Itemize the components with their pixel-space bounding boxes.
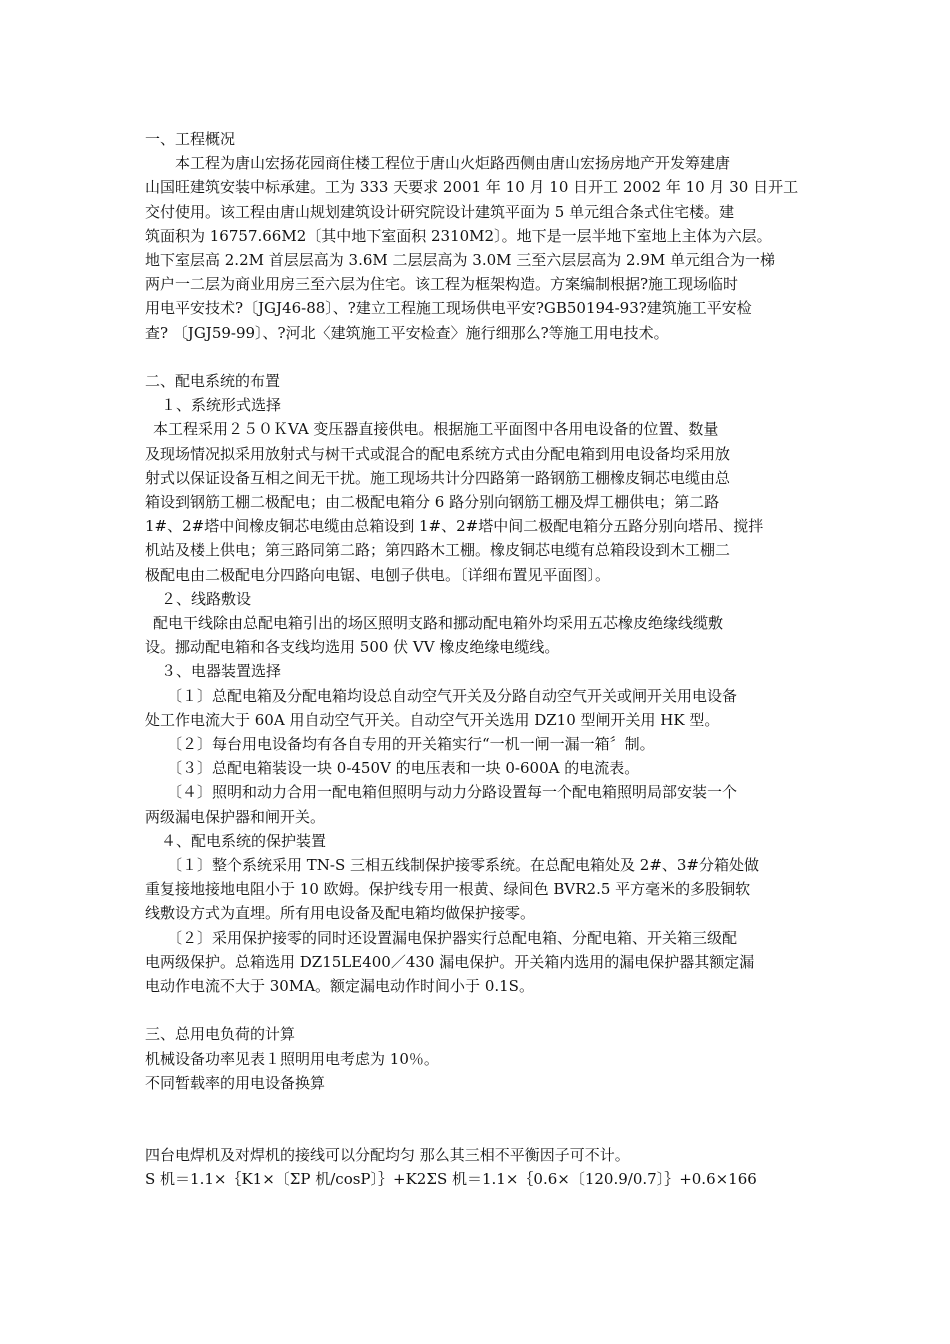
paragraph-line: 机站及楼上供电；第三路同第二路；第四路木工棚。橡皮铜芯电缆有总箱段设到木工棚二 xyxy=(145,541,731,560)
spacer xyxy=(145,1095,810,1143)
list-item-line: 〔３〕总配电箱装设一块 0-450V 的电压表和一块 0-600A 的电流表。 xyxy=(167,759,640,778)
list-item-line: 电动作电流不大于 30MA。额定漏电动作时间小于 0.1S。 xyxy=(145,977,534,996)
paragraph-line: 箱设到钢筋工棚二极配电；由二极配电箱分 6 路分别向钢筋工棚及焊工棚供电；第二路 xyxy=(145,493,720,512)
paragraph-line: 四台电焊机及对焊机的接线可以分配均匀 那么其三相不平衡因子可不计。 xyxy=(145,1146,630,1165)
spacer xyxy=(145,998,810,1022)
paragraph-line: 机械设备功率见表１照明用电考虑为 10％。 xyxy=(145,1049,439,1068)
paragraph-line: 射式以保证设备互相之间无干扰。施工现场共计分四路第一路钢筋工棚橡皮铜芯电缆由总 xyxy=(145,468,731,487)
subsection-heading: １、系统形式选择 xyxy=(161,396,282,415)
paragraph-line: 配电干线除由总配电箱引出的场区照明支路和挪动配电箱外均采用五芯橡皮绝缘线缆敷 xyxy=(153,614,724,633)
paragraph-line: 及现场情况拟采用放射式与树干式或混合的配电系统方式由分配电箱到用电设备均采用放 xyxy=(145,444,731,463)
list-item-line: 〔２〕采用保护接零的同时还设置漏电保护器实行总配电箱、分配电箱、开关箱三级配 xyxy=(167,928,738,947)
paragraph-line: 极配电由二极配电分四路向电锯、电刨子供电。〔详细布置见平面图〕。 xyxy=(145,565,611,584)
subsection-heading: ３、电器装置选择 xyxy=(161,662,282,681)
list-item-line: 〔１〕整个系统采用 TN-S 三相五线制保护接零系统。在总配电箱处及 2#、3#分箱处做 xyxy=(167,856,760,875)
paragraph-line: 不同暂载率的用电设备换算 xyxy=(145,1073,326,1092)
paragraph-line: 山国旺建筑安装中标承建。工为 333 天要求 2001 年 10 月 10 日开工 2002 年 10 月 30 日开工 xyxy=(145,178,799,197)
list-item-line: 处工作电流大于 60A 用自动空气开关。自动空气开关选用 DZ10 型闸开关用 HK 型。 xyxy=(145,710,720,729)
spacer xyxy=(145,345,810,369)
list-item-line: 线敷设方式为直埋。所有用电设备及配电箱均做保护接零。 xyxy=(145,904,536,923)
paragraph-line: 交付使用。该工程由唐山规划建筑设计研究院设计建筑平面为 5 单元组合条式住宅楼。建 xyxy=(145,202,735,221)
paragraph-line: 两户一二层为商业用房三至六层为住宅。该工程为框架构造。方案编制根据?施工现场临时 xyxy=(145,275,739,294)
document-page xyxy=(145,127,810,1192)
list-item-line: 电两级保护。总箱选用 DZ15LE400／430 漏电保护。开关箱内选用的漏电保护器其额定漏 xyxy=(145,952,755,971)
paragraph-line: 本工程采用２５０ＫVA 变压器直接供电。根据施工平面图中各用电设备的位置、数量 xyxy=(153,420,719,439)
list-item-line: 〔２〕每台用电设备均有各自专用的开关箱实行“一机一闸一漏一箱〞制。 xyxy=(167,735,655,754)
section-heading-overview: 一、工程概况 xyxy=(145,130,236,148)
paragraph-line: 用电平安技术?〔JGJ46-88〕、?建立工程施工现场供电平安?GB50194-93?建筑施工平安检 xyxy=(145,299,752,318)
paragraph-line: 筑面积为 16757.66M2〔其中地下室面积 2310M2〕。地下是一层半地下室地上主体为六层。 xyxy=(145,226,772,245)
list-item-line: 〔４〕照明和动力合用一配电箱但照明与动力分路设置每一个配电箱照明局部安装一个 xyxy=(167,783,738,802)
paragraph-line: 1#、2#塔中间橡皮铜芯电缆由总箱设到 1#、2#塔中间二极配电箱分五路分别向塔吊、搅拌 xyxy=(145,517,764,536)
section-heading-distribution: 二、配电系统的布置 xyxy=(145,372,281,391)
paragraph-line: 设。挪动配电箱和各支线均选用 500 伏 VV 橡皮绝缘电缆线。 xyxy=(145,638,560,657)
subsection-heading: ２、线路敷设 xyxy=(161,589,252,608)
paragraph-line: 地下室层高 2.2M 首层层高为 3.6M 二层层高为 3.0M 三至六层层高为 2.9M 单元组合为一梯 xyxy=(145,251,776,270)
list-item-line: 〔１〕总配电箱及分配电箱均设总自动空气开关及分路自动空气开关或闸开关用电设备 xyxy=(167,686,738,705)
paragraph-line: 查? 〔JGJ59-99〕、?河北〈建筑施工平安检查〉施行细那么?等施工用电技术。 xyxy=(145,323,669,342)
subsection-heading: ４、配电系统的保护装置 xyxy=(161,831,327,850)
formula-line: S 机＝1.1×｛K1×〔ΣP 机/cosP〕｝+K2ΣS 机＝1.1×｛0.6×〔120.9/0.7〕｝+0.6×166 xyxy=(145,1170,757,1189)
list-item-line: 重复接地接地电阻小于 10 欧姆。保护线专用一根黄、绿间色 BVR2.5 平方毫米的多股铜软 xyxy=(145,880,751,899)
list-item-line: 两级漏电保护器和闸开关。 xyxy=(145,807,326,826)
paragraph-line: 本工程为唐山宏扬花园商住楼工程位于唐山火炬路西侧由唐山宏扬房地产开发筹建唐 xyxy=(175,154,731,173)
section-heading-load-calculation: 三、总用电负荷的计算 xyxy=(145,1025,296,1044)
